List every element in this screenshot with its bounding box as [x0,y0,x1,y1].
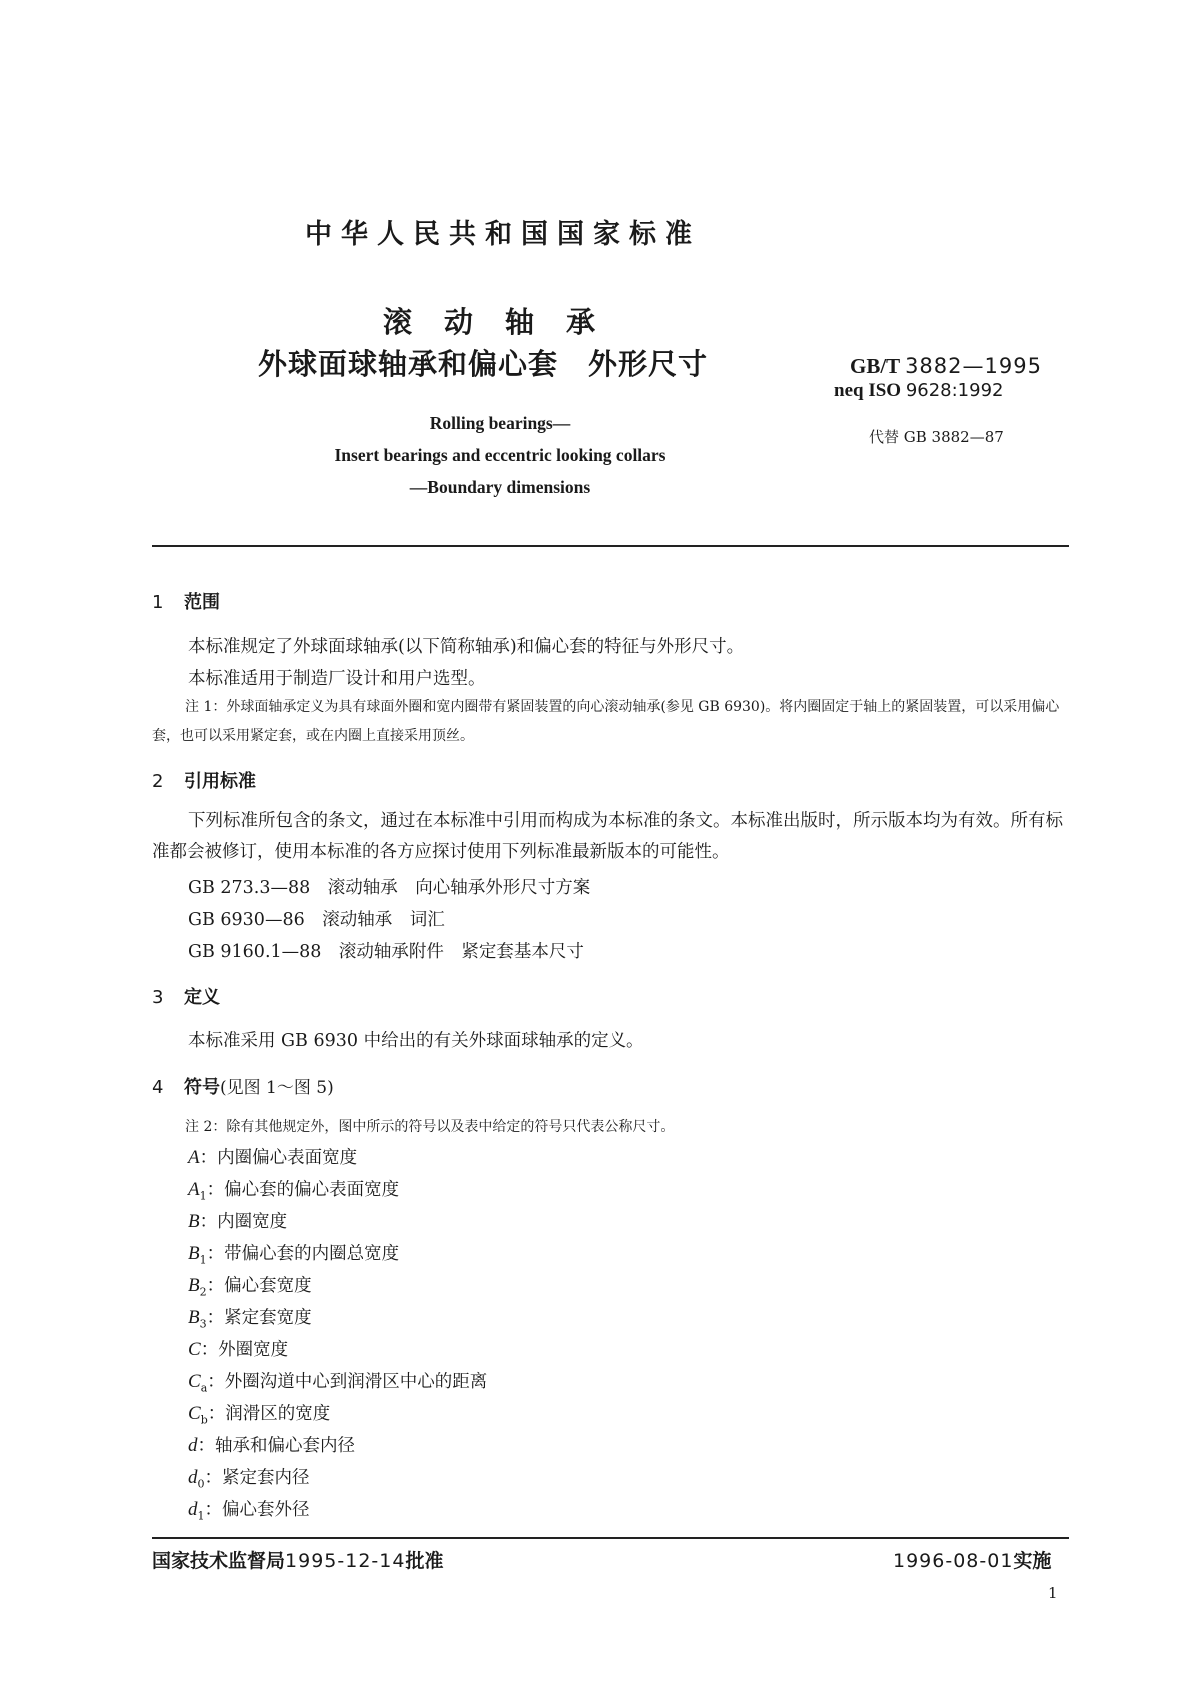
paragraph: 本标准采用 GB 6930 中给出的有关外球面球轴承的定义。 [188,1031,644,1051]
symbol-definition: B：内圈宽度 [188,1211,288,1232]
national-standard-title: 中华人民共和国国家标准 [305,219,701,250]
chinese-title-line-2: 外球面球轴承和偏心套 外形尺寸 [258,347,709,381]
english-title-line: Insert bearings and eccentric looking collars [334,445,666,465]
english-title-line: —Boundary dimensions [409,477,591,497]
paragraph: 本标准规定了外球面球轴承(以下简称轴承)和偏心套的特征与外形尺寸。 [188,637,745,657]
paragraph: 下列标准所包含的条文，通过在本标准中引用而构成为本标准的条文。本标准出版时，所示版本均为有效。所有标准都会被修订，使用本标准的各方应探讨使用下列标准最新版本的可能性。 [152,811,1063,862]
symbol-definition: $B_3$：紧定套宽度 [188,1307,312,1331]
reference-item: GB 9160.1—88 滚动轴承附件 紧定套基本尺寸 [188,942,584,962]
symbol-definition: $d_1$：偏心套外径 [188,1499,310,1523]
chinese-title-line-1: 滚动轴承 [383,305,628,339]
replaces-standard: 代替 GB 3882—87 [869,428,1004,446]
implementation-line: 1996-08-01实施 [893,1550,1052,1572]
page-number: 1 [1048,1584,1058,1602]
section-heading-scope: 1 范围 [152,592,220,613]
footer-divider [152,1537,1069,1539]
note: 注 1：外球面轴承定义为具有球面外圈和宽内圈带有紧固装置的向心滚动轴承(参见 GB 6930)。将内圈固定于轴上的紧固装置，可以采用偏心套，也可以采用紧定套，或在内圈上直接采用顶丝。 [152,699,1060,744]
symbol-definition: $C_b$：润滑区的宽度 [188,1403,331,1427]
note: 注 2：除有其他规定外，图中所示的符号以及表中给定的符号只代表公称尺寸。 [185,1119,675,1135]
paragraph: 本标准适用于制造厂设计和用户选型。 [188,669,486,689]
standard-number: GB/T 3882—1995 [850,354,1042,378]
header-divider [152,545,1069,547]
symbol-definition: $B_2$：偏心套宽度 [188,1275,312,1299]
symbol-definition: C：外圈宽度 [188,1339,289,1360]
approval-line: 国家技术监督局1995-12-14批准 [152,1550,444,1572]
symbol-definition: $B_1$：带偏心套的内圈总宽度 [188,1243,400,1267]
symbol-definition: d：轴承和偏心套内径 [188,1435,355,1456]
symbol-definition: $d_0$：紧定套内径 [188,1467,310,1491]
section-heading-references: 2 引用标准 [152,771,256,792]
symbol-definition: $C_a$：外圈沟道中心到润滑区中心的距离 [188,1371,488,1395]
symbol-definition: A：内圈偏心表面宽度 [188,1147,358,1168]
reference-item: GB 6930—86 滚动轴承 词汇 [188,910,445,930]
symbol-definition: $A_1$：偏心套的偏心表面宽度 [188,1179,400,1203]
iso-equivalent: neq ISO 9628:1992 [834,380,1004,401]
section-heading-symbols: 4 符号(见图 1～图 5) [152,1077,334,1098]
reference-item: GB 273.3—88 滚动轴承 向心轴承外形尺寸方案 [188,878,591,898]
section-heading-definitions: 3 定义 [152,987,220,1008]
english-title-line: Rolling bearings— [429,413,571,433]
english-title [250,407,750,503]
